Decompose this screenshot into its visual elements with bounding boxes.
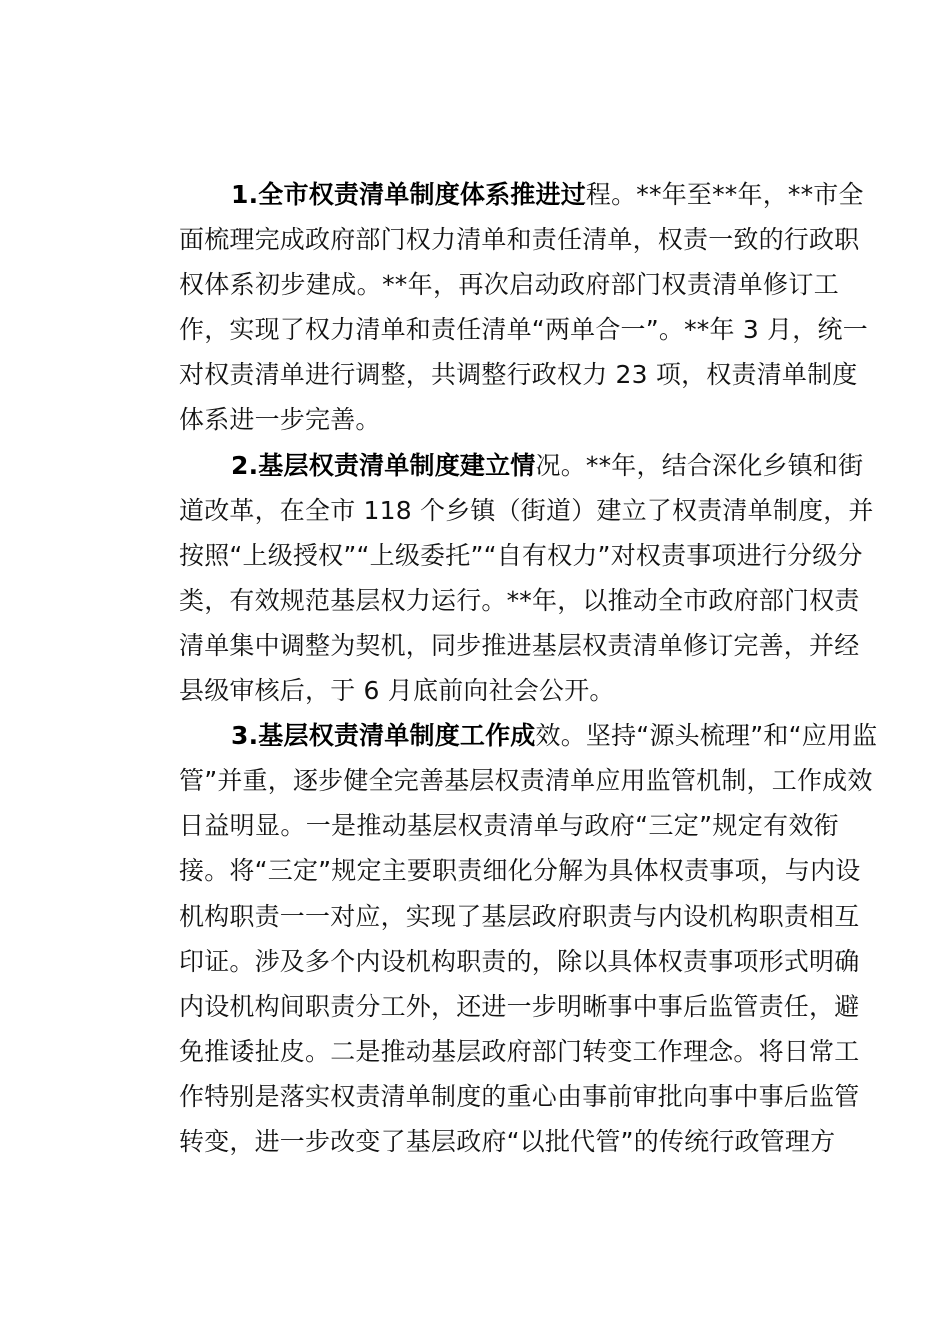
paragraph-3-line-4: 接。将“三定”规定主要职责细化分解为具体权责事项，与内设 bbox=[179, 856, 861, 886]
paragraph-2-line-4: 类，有效规范基层权力运行。**年，以推动全市政府部门权责 bbox=[179, 585, 860, 615]
paragraph-2-line-1-text: 况。**年，结合深化乡镇和街 bbox=[535, 450, 864, 480]
paragraph-1-line-5: 对权责清单进行调整，共调整行政权力 23 项，权责清单制度 bbox=[179, 360, 858, 390]
paragraph-3-line-6: 印证。涉及多个内设机构职责的，除以具体权责事项形式明确 bbox=[179, 946, 860, 976]
paragraph-3-heading: 3.基层权责清单制度工作成 bbox=[231, 721, 536, 751]
paragraph-3-line-7: 内设机构间职责分工外，还进一步明晰事中事后监管责任，避 bbox=[179, 991, 860, 1021]
paragraph-3-line-10: 转变，进一步改变了基层政府“以批代管”的传统行政管理方 bbox=[179, 1126, 836, 1156]
paragraph-1-line-1 bbox=[127, 172, 864, 217]
paragraph-3-line-9: 作特别是落实权责清单制度的重心由事前审批向事中事后监管 bbox=[179, 1081, 860, 1111]
paragraph-1-line-3: 权体系初步建成。**年，再次启动政府部门权责清单修订工 bbox=[179, 270, 839, 300]
paragraph-2-heading: 2.基层权责清单制度建立情 bbox=[231, 450, 536, 480]
paragraph-3-line-1 bbox=[127, 713, 878, 758]
paragraph-2-line-3: 按照“上级授权”“上级委托”“自有权力”对权责事项进行分级分 bbox=[179, 540, 863, 570]
document-body bbox=[127, 172, 878, 1164]
paragraph-3-line-1-text: 效。坚持“源头梳理”和“应用监 bbox=[535, 721, 878, 751]
paragraph-1-line-4: 作，实现了权力清单和责任清单“两单合一”。**年 3 月，统一 bbox=[179, 315, 868, 345]
paragraph-3-line-8: 免推诿扯皮。二是推动基层政府部门转变工作理念。将日常工 bbox=[179, 1036, 860, 1066]
paragraph-1 bbox=[127, 172, 868, 443]
paragraph-3-line-2: 管”并重，逐步健全完善基层权责清单应用监管机制，工作成效 bbox=[179, 766, 873, 796]
paragraph-2-line-1 bbox=[127, 443, 864, 488]
paragraph-2-line-2: 道改革，在全市 118 个乡镇（街道）建立了权责清单制度，并 bbox=[179, 495, 874, 525]
paragraph-1-line-2: 面梳理完成政府部门权力清单和责任清单，权责一致的行政职 bbox=[179, 225, 860, 255]
paragraph-3-line-5: 机构职责一一对应，实现了基层政府职责与内设机构职责相互 bbox=[179, 901, 860, 931]
paragraph-3-line-3: 日益明显。一是推动基层权责清单与政府“三定”规定有效衔 bbox=[179, 811, 839, 841]
paragraph-2-line-5: 清单集中调整为契机，同步推进基层权责清单修订完善，并经 bbox=[179, 630, 860, 660]
paragraph-1-heading: 1.全市权责清单制度体系推进过 bbox=[231, 180, 586, 209]
paragraph-2 bbox=[127, 443, 874, 714]
paragraph-3 bbox=[127, 713, 878, 1164]
paragraph-2-line-6: 县级审核后，于 6 月底前向社会公开。 bbox=[179, 676, 615, 706]
paragraph-1-line-6: 体系进一步完善。 bbox=[179, 405, 381, 435]
paragraph-1-line-1-text: 程。**年至**年，**市全 bbox=[585, 180, 864, 209]
